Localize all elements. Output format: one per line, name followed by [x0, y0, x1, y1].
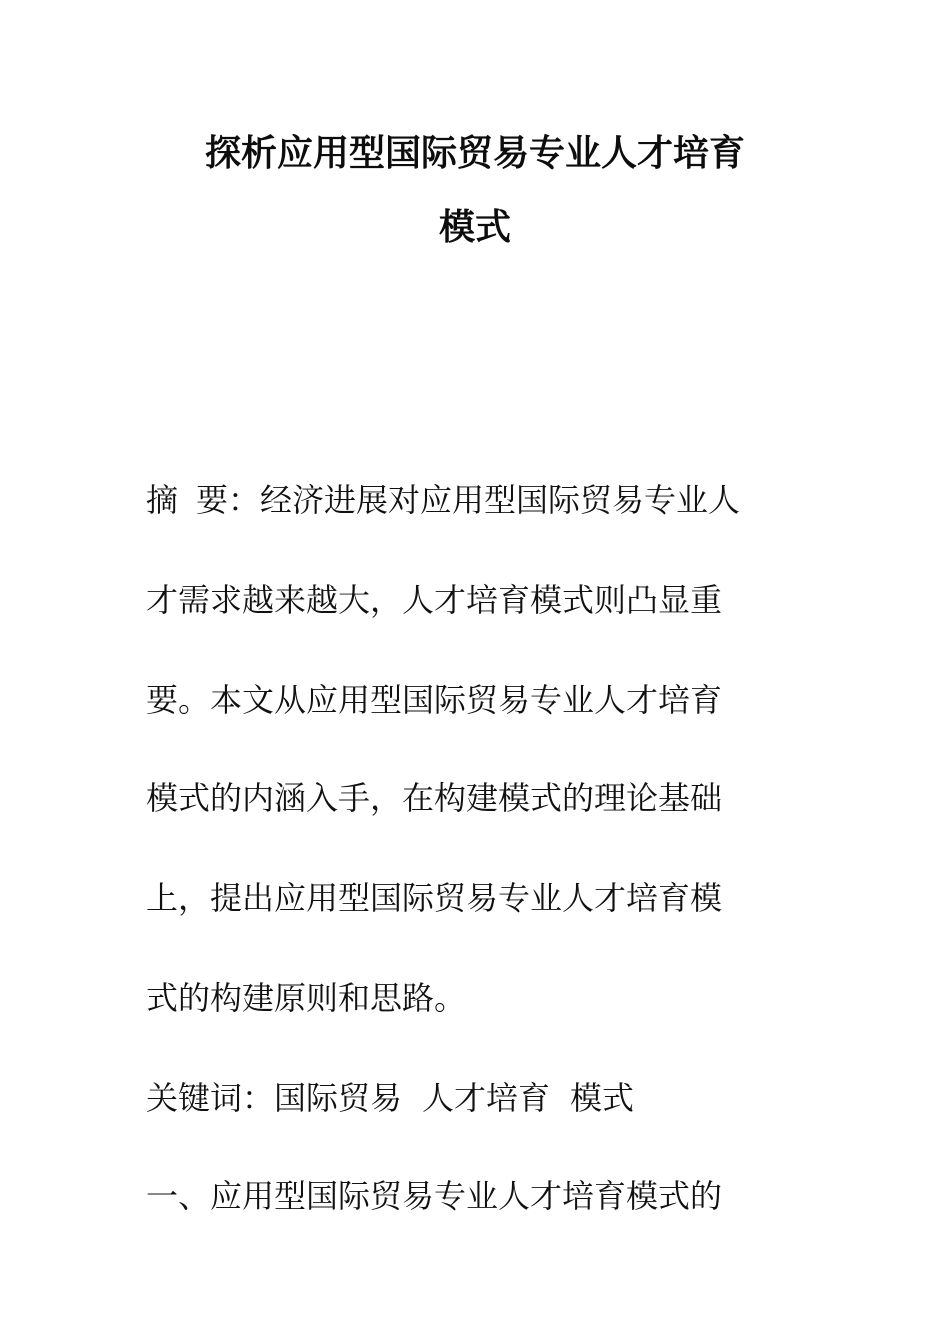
abstract-text-line: 经济进展对应用型国际贸易专业人: [260, 481, 741, 519]
document-title-line-1: 探析应用型国际贸易专业人才培育: [204, 133, 745, 174]
abstract-text-line: 模式的内涵入手，在构建模式的理论基础: [146, 779, 723, 817]
keywords-label: 关键词：: [146, 1079, 275, 1117]
abstract-text-line: 上，提出应用型国际贸易专业人才培育模: [146, 879, 723, 917]
document-title-line-2: 模式: [438, 207, 511, 248]
abstract-text-line: 要。本文从应用型国际贸易专业人才培育: [146, 681, 723, 719]
keywords-line: [146, 1078, 634, 1118]
abstract-first-line: [146, 480, 740, 520]
keyword-item: 国际贸易: [274, 1079, 403, 1117]
section-heading: 一、应用型国际贸易专业人才培育模式的: [146, 1177, 723, 1215]
abstract-label-char-1: 摘: [146, 481, 179, 519]
abstract-text-line: 才需求越来越大，人才培育模式则凸显重: [146, 581, 723, 619]
keyword-item: 人才培育: [422, 1079, 551, 1117]
abstract-text-line: 式的构建原则和思路。: [146, 979, 467, 1017]
keyword-item: 模式: [570, 1079, 635, 1117]
abstract-label-char-2: 要：: [196, 481, 261, 519]
